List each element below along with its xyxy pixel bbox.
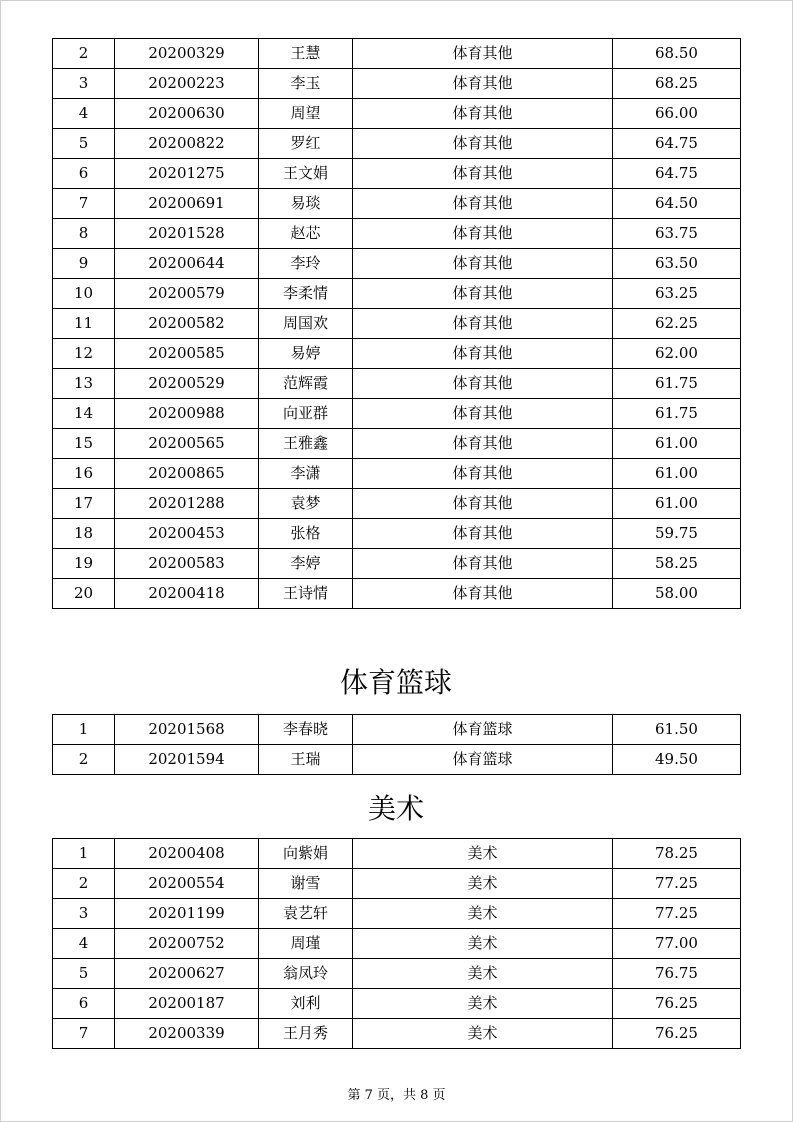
name-cell: 李玲 — [259, 249, 353, 279]
subject-cell: 体育篮球 — [353, 715, 613, 745]
subject-cell: 体育其他 — [353, 69, 613, 99]
results-table-sports-other — [52, 38, 741, 609]
results-table-fine-arts — [52, 838, 741, 1049]
name-cell: 周国欢 — [259, 309, 353, 339]
table-row — [53, 899, 741, 929]
score-cell: 63.50 — [613, 249, 741, 279]
table-row — [53, 159, 741, 189]
score-cell: 64.50 — [613, 189, 741, 219]
student-id-cell: 20200453 — [115, 519, 259, 549]
rank-cell: 17 — [53, 489, 115, 519]
rank-cell: 7 — [53, 189, 115, 219]
subject-cell: 美术 — [353, 929, 613, 959]
student-id-cell: 20200627 — [115, 959, 259, 989]
score-cell: 58.00 — [613, 579, 741, 609]
student-id-cell: 20201275 — [115, 159, 259, 189]
table-row — [53, 549, 741, 579]
score-cell: 62.00 — [613, 339, 741, 369]
name-cell: 李春晓 — [259, 715, 353, 745]
name-cell: 王瑞 — [259, 745, 353, 775]
rank-cell: 2 — [53, 869, 115, 899]
subject-cell: 体育其他 — [353, 309, 613, 339]
name-cell: 易婷 — [259, 339, 353, 369]
student-id-cell: 20200644 — [115, 249, 259, 279]
name-cell: 王文娟 — [259, 159, 353, 189]
score-cell: 61.00 — [613, 489, 741, 519]
name-cell: 谢雪 — [259, 869, 353, 899]
rank-cell: 4 — [53, 99, 115, 129]
student-id-cell: 20200329 — [115, 39, 259, 69]
rank-cell: 19 — [53, 549, 115, 579]
student-id-cell: 20200187 — [115, 989, 259, 1019]
name-cell: 易琰 — [259, 189, 353, 219]
score-cell: 77.00 — [613, 929, 741, 959]
student-id-cell: 20200418 — [115, 579, 259, 609]
table-row — [53, 39, 741, 69]
subject-cell: 美术 — [353, 989, 613, 1019]
name-cell: 周瑾 — [259, 929, 353, 959]
name-cell: 翁凤玲 — [259, 959, 353, 989]
rank-cell: 16 — [53, 459, 115, 489]
score-cell: 63.75 — [613, 219, 741, 249]
rank-cell: 6 — [53, 989, 115, 1019]
subject-cell: 体育其他 — [353, 99, 613, 129]
table-row — [53, 189, 741, 219]
subject-cell: 体育其他 — [353, 219, 613, 249]
subject-cell: 美术 — [353, 869, 613, 899]
subject-cell: 美术 — [353, 959, 613, 989]
score-cell: 62.25 — [613, 309, 741, 339]
table-row — [53, 959, 741, 989]
name-cell: 王慧 — [259, 39, 353, 69]
name-cell: 赵芯 — [259, 219, 353, 249]
rank-cell: 10 — [53, 279, 115, 309]
rank-cell: 3 — [53, 899, 115, 929]
subject-cell: 体育其他 — [353, 459, 613, 489]
score-cell: 76.25 — [613, 989, 741, 1019]
score-cell: 76.25 — [613, 1019, 741, 1049]
student-id-cell: 20200691 — [115, 189, 259, 219]
table-row — [53, 519, 741, 549]
subject-cell: 体育其他 — [353, 189, 613, 219]
table-body — [53, 39, 741, 609]
subject-cell: 体育其他 — [353, 159, 613, 189]
table-row — [53, 279, 741, 309]
name-cell: 王月秀 — [259, 1019, 353, 1049]
table-row — [53, 369, 741, 399]
rank-cell: 15 — [53, 429, 115, 459]
score-cell: 77.25 — [613, 869, 741, 899]
section-title-fine-arts: 美术 — [367, 792, 424, 825]
subject-cell: 体育其他 — [353, 549, 613, 579]
name-cell: 李潇 — [259, 459, 353, 489]
name-cell: 范辉霞 — [259, 369, 353, 399]
name-cell: 周望 — [259, 99, 353, 129]
rank-cell: 1 — [53, 839, 115, 869]
table-row — [53, 99, 741, 129]
rank-cell: 8 — [53, 219, 115, 249]
score-cell: 76.75 — [613, 959, 741, 989]
student-id-cell: 20201568 — [115, 715, 259, 745]
student-id-cell: 20200583 — [115, 549, 259, 579]
name-cell: 王雅鑫 — [259, 429, 353, 459]
table-row — [53, 579, 741, 609]
score-cell: 77.25 — [613, 899, 741, 929]
table-row — [53, 745, 741, 775]
rank-cell: 7 — [53, 1019, 115, 1049]
student-id-cell: 20200865 — [115, 459, 259, 489]
table-body — [53, 839, 741, 1049]
rank-cell: 2 — [53, 745, 115, 775]
table-row — [53, 839, 741, 869]
score-cell: 61.75 — [613, 369, 741, 399]
rank-cell: 5 — [53, 129, 115, 159]
score-cell: 59.75 — [613, 519, 741, 549]
table-row — [53, 249, 741, 279]
name-cell: 刘利 — [259, 989, 353, 1019]
subject-cell: 体育其他 — [353, 129, 613, 159]
score-cell: 64.75 — [613, 129, 741, 159]
score-cell: 66.00 — [613, 99, 741, 129]
rank-cell: 4 — [53, 929, 115, 959]
rank-cell: 2 — [53, 39, 115, 69]
table-row — [53, 309, 741, 339]
student-id-cell: 20200752 — [115, 929, 259, 959]
student-id-cell: 20201288 — [115, 489, 259, 519]
rank-cell: 13 — [53, 369, 115, 399]
name-cell: 袁梦 — [259, 489, 353, 519]
rank-cell: 11 — [53, 309, 115, 339]
subject-cell: 体育其他 — [353, 429, 613, 459]
score-cell: 68.25 — [613, 69, 741, 99]
name-cell: 袁艺轩 — [259, 899, 353, 929]
subject-cell: 体育其他 — [353, 519, 613, 549]
student-id-cell: 20200630 — [115, 99, 259, 129]
name-cell: 李婷 — [259, 549, 353, 579]
student-id-cell: 20200579 — [115, 279, 259, 309]
subject-cell: 体育其他 — [353, 339, 613, 369]
rank-cell: 6 — [53, 159, 115, 189]
subject-cell: 美术 — [353, 899, 613, 929]
name-cell: 罗红 — [259, 129, 353, 159]
score-cell: 61.00 — [613, 429, 741, 459]
score-cell: 61.75 — [613, 399, 741, 429]
score-cell: 68.50 — [613, 39, 741, 69]
name-cell: 李柔情 — [259, 279, 353, 309]
student-id-cell: 20200223 — [115, 69, 259, 99]
subject-cell: 体育其他 — [353, 399, 613, 429]
score-cell: 61.00 — [613, 459, 741, 489]
table-body — [53, 715, 741, 775]
table-row — [53, 1019, 741, 1049]
subject-cell: 体育篮球 — [353, 745, 613, 775]
rank-cell: 12 — [53, 339, 115, 369]
rank-cell: 1 — [53, 715, 115, 745]
subject-cell: 美术 — [353, 839, 613, 869]
table-row — [53, 429, 741, 459]
score-cell: 63.25 — [613, 279, 741, 309]
rank-cell: 5 — [53, 959, 115, 989]
rank-cell: 9 — [53, 249, 115, 279]
score-cell: 78.25 — [613, 839, 741, 869]
student-id-cell: 20200339 — [115, 1019, 259, 1049]
student-id-cell: 20200565 — [115, 429, 259, 459]
table-row — [53, 129, 741, 159]
student-id-cell: 20200822 — [115, 129, 259, 159]
score-cell: 49.50 — [613, 745, 741, 775]
table-row — [53, 929, 741, 959]
student-id-cell: 20200408 — [115, 839, 259, 869]
subject-cell: 体育其他 — [353, 279, 613, 309]
score-cell: 64.75 — [613, 159, 741, 189]
table-row — [53, 399, 741, 429]
rank-cell: 14 — [53, 399, 115, 429]
table-row — [53, 489, 741, 519]
subject-cell: 体育其他 — [353, 369, 613, 399]
student-id-cell: 20201594 — [115, 745, 259, 775]
table-row — [53, 69, 741, 99]
subject-cell: 体育其他 — [353, 489, 613, 519]
page-footer: 第 7 页，共 8 页 — [347, 1088, 446, 1103]
score-cell: 58.25 — [613, 549, 741, 579]
student-id-cell: 20200988 — [115, 399, 259, 429]
section-title-basketball: 体育篮球 — [339, 666, 452, 699]
student-id-cell: 20201199 — [115, 899, 259, 929]
subject-cell: 体育其他 — [353, 39, 613, 69]
subject-cell: 美术 — [353, 1019, 613, 1049]
rank-cell: 18 — [53, 519, 115, 549]
student-id-cell: 20201528 — [115, 219, 259, 249]
table-row — [53, 989, 741, 1019]
student-id-cell: 20200585 — [115, 339, 259, 369]
table-row — [53, 219, 741, 249]
rank-cell: 3 — [53, 69, 115, 99]
subject-cell: 体育其他 — [353, 249, 613, 279]
student-id-cell: 20200582 — [115, 309, 259, 339]
rank-cell: 20 — [53, 579, 115, 609]
subject-cell: 体育其他 — [353, 579, 613, 609]
name-cell: 李玉 — [259, 69, 353, 99]
name-cell: 向紫娟 — [259, 839, 353, 869]
results-table-basketball — [52, 714, 741, 775]
table-row — [53, 459, 741, 489]
table-row — [53, 869, 741, 899]
table-row — [53, 715, 741, 745]
score-cell: 61.50 — [613, 715, 741, 745]
name-cell: 向亚群 — [259, 399, 353, 429]
name-cell: 王诗情 — [259, 579, 353, 609]
table-row — [53, 339, 741, 369]
name-cell: 张格 — [259, 519, 353, 549]
student-id-cell: 20200529 — [115, 369, 259, 399]
student-id-cell: 20200554 — [115, 869, 259, 899]
